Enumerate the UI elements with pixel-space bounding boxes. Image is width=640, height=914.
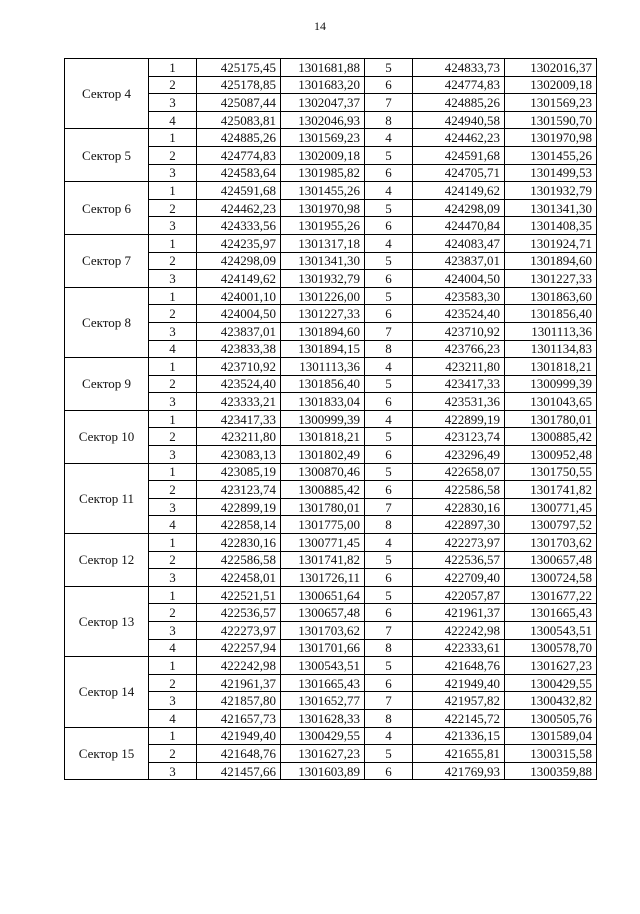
table-row	[65, 234, 597, 252]
x-coordinate-left: 424333,56	[197, 217, 281, 235]
y-coordinate-right: 1301863,60	[505, 287, 597, 305]
x-coordinate-left: 421961,37	[197, 674, 281, 692]
point-number-left: 3	[149, 322, 197, 340]
x-coordinate-left: 424591,68	[197, 182, 281, 200]
point-number-right: 4	[365, 727, 413, 745]
y-coordinate-left: 1301681,88	[281, 59, 365, 77]
point-number-right: 5	[365, 551, 413, 569]
y-coordinate-right: 1301499,53	[505, 164, 597, 182]
point-number-right: 8	[365, 111, 413, 129]
x-coordinate-right: 423710,92	[413, 322, 505, 340]
x-coordinate-left: 424298,09	[197, 252, 281, 270]
y-coordinate-right: 1300885,42	[505, 428, 597, 446]
point-number-right: 4	[365, 234, 413, 252]
y-coordinate-right: 1301569,23	[505, 94, 597, 112]
x-coordinate-left: 421657,73	[197, 709, 281, 727]
point-number-right: 6	[365, 604, 413, 622]
x-coordinate-right: 424004,50	[413, 270, 505, 288]
x-coordinate-left: 425083,81	[197, 111, 281, 129]
y-coordinate-left: 1301665,43	[281, 674, 365, 692]
point-number-left: 1	[149, 657, 197, 675]
point-number-left: 2	[149, 551, 197, 569]
x-coordinate-right: 423837,01	[413, 252, 505, 270]
y-coordinate-right: 1301677,22	[505, 586, 597, 604]
point-number-right: 4	[365, 129, 413, 147]
point-number-right: 5	[365, 463, 413, 481]
point-number-left: 1	[149, 358, 197, 376]
y-coordinate-left: 1300870,46	[281, 463, 365, 481]
x-coordinate-right: 422273,97	[413, 534, 505, 552]
x-coordinate-left: 423837,01	[197, 322, 281, 340]
y-coordinate-left: 1301569,23	[281, 129, 365, 147]
point-number-left: 2	[149, 674, 197, 692]
point-number-right: 5	[365, 657, 413, 675]
table-row	[65, 463, 597, 481]
point-number-right: 7	[365, 94, 413, 112]
x-coordinate-left: 422899,19	[197, 498, 281, 516]
y-coordinate-left: 1300429,55	[281, 727, 365, 745]
table-row	[65, 129, 597, 147]
y-coordinate-left: 1300771,45	[281, 534, 365, 552]
point-number-right: 7	[365, 322, 413, 340]
x-coordinate-right: 422586,58	[413, 481, 505, 499]
x-coordinate-left: 422273,97	[197, 622, 281, 640]
x-coordinate-left: 422586,58	[197, 551, 281, 569]
x-coordinate-left: 421457,66	[197, 762, 281, 780]
x-coordinate-right: 422830,16	[413, 498, 505, 516]
y-coordinate-right: 1301894,60	[505, 252, 597, 270]
point-number-left: 1	[149, 59, 197, 77]
y-coordinate-right: 1301856,40	[505, 305, 597, 323]
y-coordinate-left: 1301894,15	[281, 340, 365, 358]
point-number-left: 1	[149, 727, 197, 745]
x-coordinate-right: 423531,36	[413, 393, 505, 411]
x-coordinate-right: 422242,98	[413, 622, 505, 640]
x-coordinate-right: 424149,62	[413, 182, 505, 200]
point-number-left: 1	[149, 534, 197, 552]
point-number-left: 3	[149, 94, 197, 112]
y-coordinate-right: 1300952,48	[505, 446, 597, 464]
x-coordinate-left: 424462,23	[197, 199, 281, 217]
y-coordinate-right: 1300429,55	[505, 674, 597, 692]
point-number-right: 8	[365, 516, 413, 534]
point-number-left: 2	[149, 428, 197, 446]
x-coordinate-left: 422458,01	[197, 569, 281, 587]
point-number-left: 3	[149, 569, 197, 587]
x-coordinate-left: 425175,45	[197, 59, 281, 77]
y-coordinate-right: 1301408,35	[505, 217, 597, 235]
x-coordinate-right: 421961,37	[413, 604, 505, 622]
y-coordinate-left: 1301894,60	[281, 322, 365, 340]
x-coordinate-right: 424774,83	[413, 76, 505, 94]
x-coordinate-right: 423583,30	[413, 287, 505, 305]
x-coordinate-right: 422333,61	[413, 639, 505, 657]
point-number-right: 8	[365, 639, 413, 657]
x-coordinate-left: 424235,97	[197, 234, 281, 252]
point-number-left: 3	[149, 446, 197, 464]
point-number-right: 5	[365, 199, 413, 217]
point-number-left: 4	[149, 709, 197, 727]
table-row	[65, 59, 597, 77]
sector-name: Сектор 9	[65, 358, 149, 411]
y-coordinate-left: 1301113,36	[281, 358, 365, 376]
y-coordinate-left: 1301227,33	[281, 305, 365, 323]
point-number-right: 4	[365, 534, 413, 552]
y-coordinate-right: 1300771,45	[505, 498, 597, 516]
point-number-right: 6	[365, 217, 413, 235]
y-coordinate-right: 1300359,88	[505, 762, 597, 780]
y-coordinate-left: 1301726,11	[281, 569, 365, 587]
y-coordinate-right: 1301818,21	[505, 358, 597, 376]
x-coordinate-left: 423211,80	[197, 428, 281, 446]
point-number-left: 1	[149, 410, 197, 428]
y-coordinate-right: 1300543,51	[505, 622, 597, 640]
sector-name: Сектор 12	[65, 534, 149, 587]
y-coordinate-left: 1301775,00	[281, 516, 365, 534]
point-number-right: 5	[365, 146, 413, 164]
x-coordinate-right: 422899,19	[413, 410, 505, 428]
x-coordinate-right: 422145,72	[413, 709, 505, 727]
coordinates-table	[64, 58, 597, 780]
sector-name: Сектор 14	[65, 657, 149, 727]
point-number-left: 1	[149, 129, 197, 147]
y-coordinate-right: 1300578,70	[505, 639, 597, 657]
x-coordinate-right: 424462,23	[413, 129, 505, 147]
sector-name: Сектор 4	[65, 59, 149, 129]
y-coordinate-left: 1301627,23	[281, 745, 365, 763]
y-coordinate-left: 1301802,49	[281, 446, 365, 464]
point-number-right: 4	[365, 182, 413, 200]
point-number-left: 3	[149, 498, 197, 516]
y-coordinate-right: 1301924,71	[505, 234, 597, 252]
y-coordinate-left: 1300543,51	[281, 657, 365, 675]
y-coordinate-right: 1300432,82	[505, 692, 597, 710]
x-coordinate-left: 424774,83	[197, 146, 281, 164]
sector-name: Сектор 5	[65, 129, 149, 182]
point-number-left: 2	[149, 305, 197, 323]
x-coordinate-left: 423333,21	[197, 393, 281, 411]
point-number-left: 3	[149, 217, 197, 235]
y-coordinate-right: 1301627,23	[505, 657, 597, 675]
sector-name: Сектор 6	[65, 182, 149, 235]
y-coordinate-right: 1301455,26	[505, 146, 597, 164]
point-number-right: 6	[365, 305, 413, 323]
x-coordinate-right: 423211,80	[413, 358, 505, 376]
point-number-right: 6	[365, 393, 413, 411]
point-number-right: 6	[365, 762, 413, 780]
x-coordinate-right: 423123,74	[413, 428, 505, 446]
sector-name: Сектор 10	[65, 410, 149, 463]
table-row	[65, 727, 597, 745]
point-number-left: 3	[149, 692, 197, 710]
x-coordinate-right: 422709,40	[413, 569, 505, 587]
x-coordinate-left: 424001,10	[197, 287, 281, 305]
point-number-left: 3	[149, 622, 197, 640]
sector-name: Сектор 11	[65, 463, 149, 533]
point-number-right: 7	[365, 622, 413, 640]
y-coordinate-left: 1301603,89	[281, 762, 365, 780]
x-coordinate-right: 423524,40	[413, 305, 505, 323]
x-coordinate-right: 421769,93	[413, 762, 505, 780]
point-number-left: 3	[149, 270, 197, 288]
x-coordinate-left: 425087,44	[197, 94, 281, 112]
x-coordinate-left: 423123,74	[197, 481, 281, 499]
table-row	[65, 358, 597, 376]
x-coordinate-left: 422242,98	[197, 657, 281, 675]
y-coordinate-right: 1300315,58	[505, 745, 597, 763]
table-row	[65, 586, 597, 604]
x-coordinate-left: 425178,85	[197, 76, 281, 94]
y-coordinate-right: 1301589,04	[505, 727, 597, 745]
x-coordinate-left: 423524,40	[197, 375, 281, 393]
y-coordinate-left: 1300657,48	[281, 604, 365, 622]
point-number-left: 4	[149, 516, 197, 534]
y-coordinate-left: 1301683,20	[281, 76, 365, 94]
point-number-right: 6	[365, 76, 413, 94]
x-coordinate-left: 424149,62	[197, 270, 281, 288]
point-number-right: 8	[365, 709, 413, 727]
point-number-left: 1	[149, 287, 197, 305]
x-coordinate-right: 424298,09	[413, 199, 505, 217]
page-number: 14	[314, 19, 326, 33]
x-coordinate-left: 424583,64	[197, 164, 281, 182]
y-coordinate-left: 1301741,82	[281, 551, 365, 569]
point-number-left: 2	[149, 252, 197, 270]
x-coordinate-left: 422257,94	[197, 639, 281, 657]
y-coordinate-left: 1301628,33	[281, 709, 365, 727]
point-number-left: 2	[149, 76, 197, 94]
y-coordinate-right: 1301113,36	[505, 322, 597, 340]
y-coordinate-left: 1301226,00	[281, 287, 365, 305]
y-coordinate-right: 1300657,48	[505, 551, 597, 569]
x-coordinate-right: 422658,07	[413, 463, 505, 481]
y-coordinate-right: 1301970,98	[505, 129, 597, 147]
y-coordinate-left: 1301701,66	[281, 639, 365, 657]
x-coordinate-left: 421949,40	[197, 727, 281, 745]
point-number-right: 8	[365, 340, 413, 358]
point-number-left: 2	[149, 745, 197, 763]
point-number-right: 5	[365, 428, 413, 446]
y-coordinate-left: 1301955,26	[281, 217, 365, 235]
x-coordinate-right: 421655,81	[413, 745, 505, 763]
y-coordinate-left: 1301970,98	[281, 199, 365, 217]
y-coordinate-left: 1301317,18	[281, 234, 365, 252]
point-number-right: 6	[365, 569, 413, 587]
x-coordinate-right: 423296,49	[413, 446, 505, 464]
x-coordinate-left: 424885,26	[197, 129, 281, 147]
point-number-left: 4	[149, 639, 197, 657]
x-coordinate-left: 423417,33	[197, 410, 281, 428]
y-coordinate-right: 1300999,39	[505, 375, 597, 393]
x-coordinate-right: 422897,30	[413, 516, 505, 534]
x-coordinate-right: 424591,68	[413, 146, 505, 164]
point-number-left: 2	[149, 146, 197, 164]
x-coordinate-right: 421949,40	[413, 674, 505, 692]
y-coordinate-right: 1301703,62	[505, 534, 597, 552]
x-coordinate-left: 421648,76	[197, 745, 281, 763]
sector-name: Сектор 7	[65, 234, 149, 287]
point-number-right: 4	[365, 358, 413, 376]
x-coordinate-right: 421336,15	[413, 727, 505, 745]
point-number-right: 6	[365, 674, 413, 692]
y-coordinate-left: 1301818,21	[281, 428, 365, 446]
point-number-left: 2	[149, 375, 197, 393]
y-coordinate-left: 1301856,40	[281, 375, 365, 393]
x-coordinate-right: 421957,82	[413, 692, 505, 710]
y-coordinate-right: 1301227,33	[505, 270, 597, 288]
point-number-right: 5	[365, 375, 413, 393]
x-coordinate-left: 424004,50	[197, 305, 281, 323]
table-row	[65, 287, 597, 305]
y-coordinate-right: 1301780,01	[505, 410, 597, 428]
point-number-left: 3	[149, 393, 197, 411]
x-coordinate-left: 422830,16	[197, 534, 281, 552]
x-coordinate-left: 422536,57	[197, 604, 281, 622]
y-coordinate-right: 1301590,70	[505, 111, 597, 129]
y-coordinate-right: 1300505,76	[505, 709, 597, 727]
point-number-right: 4	[365, 410, 413, 428]
point-number-left: 2	[149, 481, 197, 499]
y-coordinate-left: 1300999,39	[281, 410, 365, 428]
point-number-left: 1	[149, 182, 197, 200]
sector-name: Сектор 15	[65, 727, 149, 780]
y-coordinate-right: 1301665,43	[505, 604, 597, 622]
point-number-left: 4	[149, 340, 197, 358]
y-coordinate-left: 1301652,77	[281, 692, 365, 710]
y-coordinate-left: 1300885,42	[281, 481, 365, 499]
y-coordinate-left: 1301833,04	[281, 393, 365, 411]
x-coordinate-right: 424470,84	[413, 217, 505, 235]
x-coordinate-right: 423766,23	[413, 340, 505, 358]
point-number-right: 5	[365, 586, 413, 604]
x-coordinate-right: 422057,87	[413, 586, 505, 604]
y-coordinate-right: 1300797,52	[505, 516, 597, 534]
point-number-left: 2	[149, 604, 197, 622]
x-coordinate-left: 423833,38	[197, 340, 281, 358]
y-coordinate-left: 1301985,82	[281, 164, 365, 182]
point-number-left: 3	[149, 164, 197, 182]
y-coordinate-left: 1302047,37	[281, 94, 365, 112]
y-coordinate-left: 1302009,18	[281, 146, 365, 164]
x-coordinate-left: 423710,92	[197, 358, 281, 376]
y-coordinate-left: 1300651,64	[281, 586, 365, 604]
x-coordinate-right: 424083,47	[413, 234, 505, 252]
point-number-right: 5	[365, 252, 413, 270]
y-coordinate-left: 1301341,30	[281, 252, 365, 270]
point-number-left: 1	[149, 463, 197, 481]
point-number-left: 1	[149, 234, 197, 252]
x-coordinate-left: 421857,80	[197, 692, 281, 710]
point-number-right: 6	[365, 164, 413, 182]
y-coordinate-right: 1301043,65	[505, 393, 597, 411]
point-number-left: 3	[149, 762, 197, 780]
point-number-left: 4	[149, 111, 197, 129]
point-number-right: 5	[365, 287, 413, 305]
x-coordinate-right: 421648,76	[413, 657, 505, 675]
point-number-left: 2	[149, 199, 197, 217]
y-coordinate-left: 1301703,62	[281, 622, 365, 640]
y-coordinate-right: 1300724,58	[505, 569, 597, 587]
x-coordinate-right: 423417,33	[413, 375, 505, 393]
y-coordinate-right: 1302009,18	[505, 76, 597, 94]
point-number-right: 6	[365, 481, 413, 499]
y-coordinate-right: 1301134,83	[505, 340, 597, 358]
y-coordinate-left: 1301780,01	[281, 498, 365, 516]
coordinates-table-body	[65, 59, 597, 780]
point-number-right: 6	[365, 446, 413, 464]
point-number-right: 6	[365, 270, 413, 288]
y-coordinate-right: 1301341,30	[505, 199, 597, 217]
y-coordinate-right: 1301932,79	[505, 182, 597, 200]
y-coordinate-right: 1301741,82	[505, 481, 597, 499]
x-coordinate-right: 424833,73	[413, 59, 505, 77]
y-coordinate-left: 1301455,26	[281, 182, 365, 200]
x-coordinate-right: 422536,57	[413, 551, 505, 569]
sector-name: Сектор 13	[65, 586, 149, 656]
x-coordinate-left: 422858,14	[197, 516, 281, 534]
x-coordinate-left: 423083,13	[197, 446, 281, 464]
point-number-left: 1	[149, 586, 197, 604]
table-row	[65, 410, 597, 428]
x-coordinate-right: 424885,26	[413, 94, 505, 112]
point-number-right: 7	[365, 498, 413, 516]
point-number-right: 7	[365, 692, 413, 710]
table-row	[65, 657, 597, 675]
y-coordinate-right: 1301750,55	[505, 463, 597, 481]
table-row	[65, 534, 597, 552]
sector-name: Сектор 8	[65, 287, 149, 357]
x-coordinate-right: 424705,71	[413, 164, 505, 182]
table-row	[65, 182, 597, 200]
y-coordinate-left: 1301932,79	[281, 270, 365, 288]
x-coordinate-right: 424940,58	[413, 111, 505, 129]
point-number-right: 5	[365, 59, 413, 77]
y-coordinate-left: 1302046,93	[281, 111, 365, 129]
x-coordinate-left: 422521,51	[197, 586, 281, 604]
x-coordinate-left: 423085,19	[197, 463, 281, 481]
y-coordinate-right: 1302016,37	[505, 59, 597, 77]
point-number-right: 5	[365, 745, 413, 763]
